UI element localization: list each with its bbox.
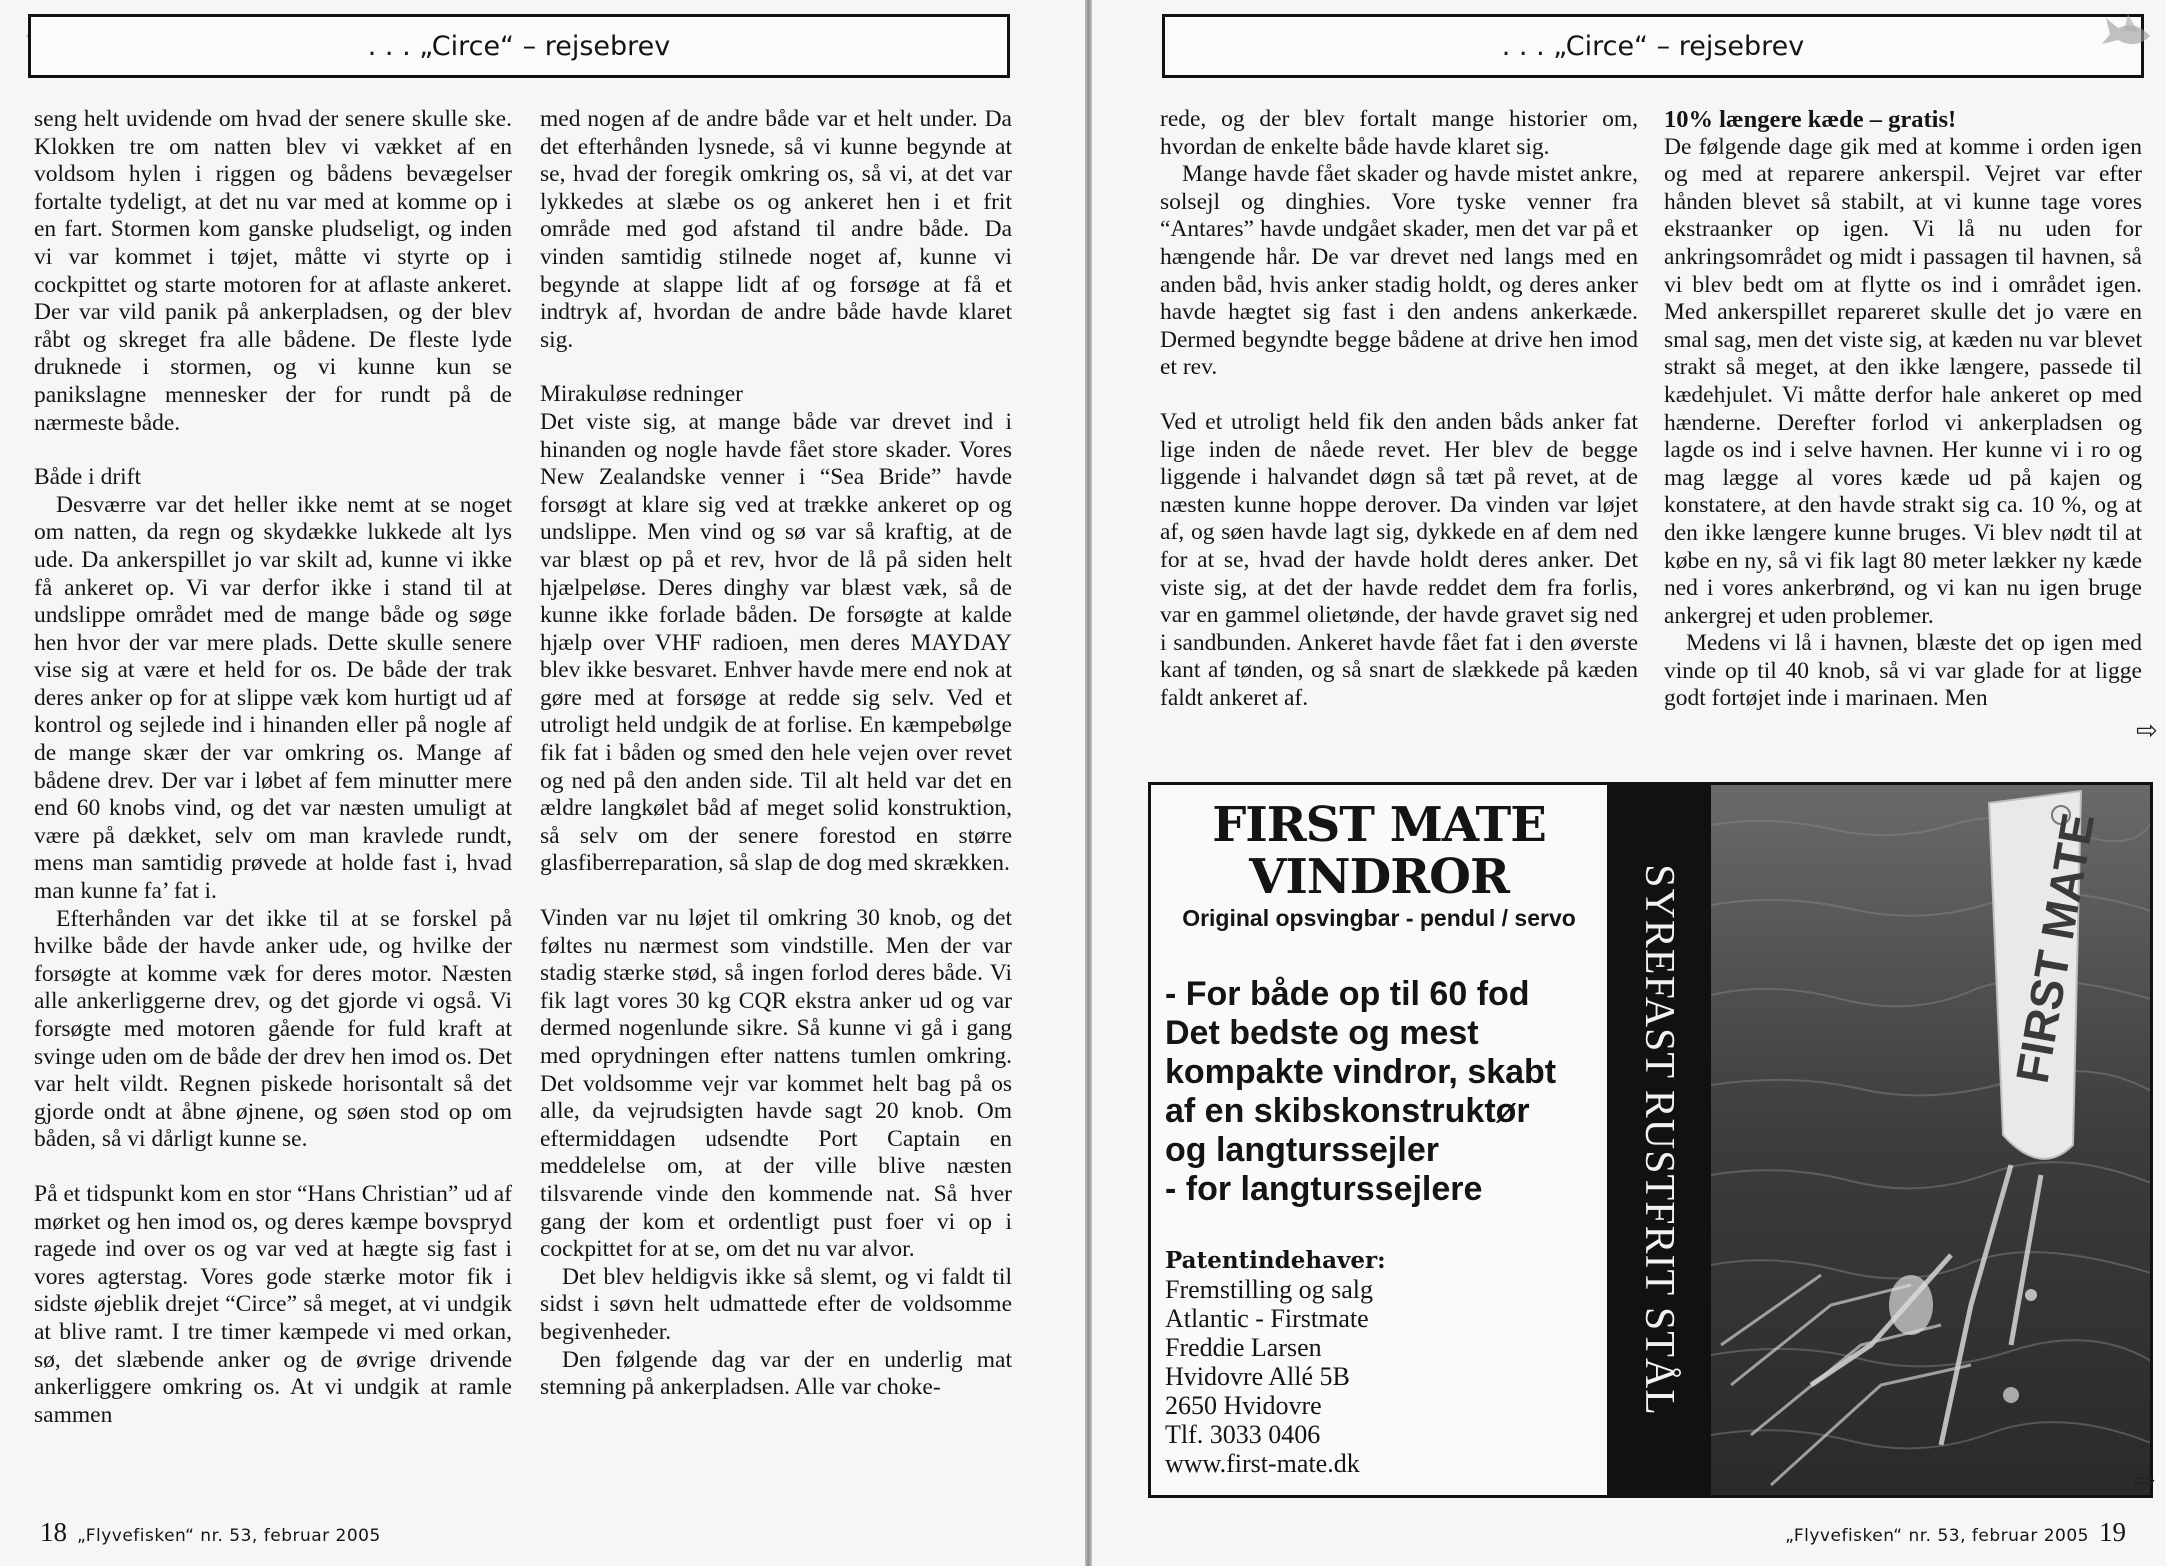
body-paragraph: På et tidspunkt kom en stor “Hans Christian” ud af mørket og hen imod os, og deres kæmpe bovspryd ragede ind over os og var ved at hægte sig fast i vores agterstag. Vores gode stærke motor fik i sidste øjeblik drejet “Circe” så meget, at vi undgik at blive ramt. I tre timer kæmpede vi med orkan, sø, det slæbende anker og de øvrige drivende ankerliggere omkring os. At vi undgik at ramle sammen — [34, 1180, 512, 1428]
continue-arrow-icon: ⇨ — [2134, 1466, 2156, 1496]
paragraph-gap — [34, 437, 512, 464]
magazine-issue: „Flyvefisken“ nr. 53, februar 2005 — [1785, 1526, 2089, 1546]
ad-contact-line: Tlf. 3033 0406 — [1165, 1420, 1321, 1449]
page-header — [1162, 14, 2144, 78]
ad-website-link[interactable]: www.first-mate.dk — [1165, 1449, 1360, 1478]
paragraph-gap — [540, 354, 1012, 381]
section-heading: Både i drift — [34, 464, 142, 491]
ad-vertical-band — [1607, 785, 1711, 1495]
ad-feature-line: Det bedste og mest — [1165, 1014, 1479, 1052]
ad-contact-line: Fremstilling og salg — [1165, 1275, 1373, 1304]
paragraph-gap — [34, 1154, 512, 1181]
ad-title-line1: FIRST MATE — [1212, 797, 1546, 853]
ad-feature-line: - for langturssejlere — [1165, 1170, 1483, 1208]
vane-label: FIRST MATE — [2005, 809, 2105, 1087]
body-paragraph: Mange havde fået skader og havde mistet ankre, solsejl og dinghies. Vore tyske venner fra “Antares” havde undgået skader, men det var på et hængende hår. De var drevet ned langs med en anden båd, hvis anker stadig holdt, og deres anker havde hægtet sig fast i den andens ankerkæde. Dermed begyndte begge bådene at drive hen imod et rev. — [1160, 161, 1638, 381]
body-paragraph: De følgende dage gik med at komme i orden igen og med at reparere ankerspil. Vejret var efter hånden blevet så stabilt, at vi kunne tage vores ekstraanker op igen. Vi lå nu uden for ankringsområdet og midt i passagen til havnen, så vi blev bedt om at flytte os ind i området igen. Med ankerspillet repareret skulle det jo være en smal sag, men det viste sig, at kæden nu var blevet strakt så meget, at den ikke længere, passede til kædehjulet. Vi måtte derfor hale ankeret op med hænderne. Derefter forlod vi ankerpladsen og lagde os ind i selve havnen. Her kunne vi i ro og mag lægge al vores kæde ud på kajen og konstatere, at den havde strakt sig ca. 10 %, og at den ikke længere kunne bruges. Vi blev nødt til at købe en ny, så vi fik lagt 80 meter lækker ny kæde ned i vores ankerbrønd, og vi kan nu igen bruge ankergrej et uden problemer. — [1664, 133, 2142, 629]
ad-feature-line: kompakte vindror, skabt — [1165, 1053, 1557, 1091]
ad-feature-line: og langturssejler — [1165, 1131, 1439, 1169]
ad-contact-line: 2650 Hvidovre — [1165, 1391, 1322, 1420]
book-gutter — [1085, 0, 1092, 1566]
header-title: . . . „Circe“ – rejsebrev — [367, 30, 671, 62]
ad-text-panel — [1151, 785, 1607, 1495]
ad-contact-line: Atlantic - Firstmate — [1165, 1304, 1369, 1333]
body-paragraph: Det blev heldigvis ikke så slemt, og vi faldt til sidst i søvn helt udmattede efter de voldsomme begivenheder. — [540, 1263, 1012, 1345]
page-number: 18 — [40, 1517, 67, 1547]
body-paragraph: rede, og der blev fortalt mange historier om, hvordan de enkelte både havde klaret sig. — [1160, 106, 1638, 160]
sea-and-windvane-image — [1711, 785, 2150, 1495]
body-paragraph: Vinden var nu løjet til omkring 30 knob, og det føltes nu nærmest som vindstille. Men der var stadig stærke stød, så ingen forlod deres både. Vi fik lagt vores 30 kg CQR ekstra anker ud og var dermed nogenlunde sikre. Så kunne vi gå i gang med oprydningen efter nattens tumlen omkring. Det voldsomme vejr var kommet helt bag på os alle, da vejrudsigten havde sagt 20 knob. Om eftermiddagen udsendte Port Captain en meddelelse om, at der ville blive næsten tilsvarende vinde den kommende nat. Så hver gang der kom et ordentligt pust foer vi op i cockpittet for at se, om det nu var alvor. — [540, 905, 1012, 1263]
body-paragraph: Ved et utroligt held fik den anden båds anker fat lige inden de nåede revet. Her blev de begge liggende i halvandet døgn så tæt på revet, at de næsten kunne hoppe derover. Da vinden var løjet af, og søen havde lagt sig, dykkede en af dem ned for at se, hvad der havde holdt deres anker. Det viste sig, at det der havde reddet dem fra forlis, var en gammel olietønde, der havde gravet sig ned i sandbunden. Ankeret havde fået fat i den øverste kant af tønden, og så snart de slækkede på kæden faldt ankeret af. — [1160, 408, 1638, 711]
body-paragraph: med nogen af de andre både var et helt under. Da det efterhånden lysnede, så vi kunne begynde at se, hvad der foregik omkring os, så vi, at det var lykkedes at slæbe os og ankeret hen i et frit område med god afstand til andre både. Da vinden samtidig stilnede noget af, kunne vi begynde at slappe lidt af og forsøge at få et indtryk af, hvordan de andre både havde klaret sig. — [540, 106, 1012, 353]
body-paragraph: Efterhånden var det ikke til at se forskel på hvilke både der havde anker ude, og hvilke der forsøgte at komme væk for deres motor. Næsten alle ankerliggerne drev, og det gjorde vi også. Vi forsøgte med motoren gående for fuld kraft at svinge uden om de både der drev hen imod os. Det var helt vildt. Regnen piskede horisontalt så det gjorde ondt at åbne øjnene, og søen stod op om båden, så vi dårligt kunne se. — [34, 905, 512, 1153]
ad-contact-line: Hvidovre Allé 5B — [1165, 1362, 1350, 1391]
magazine-issue: „Flyvefisken“ nr. 53, februar 2005 — [77, 1526, 381, 1546]
body-paragraph: Den følgende dag var der en underlig mat stemning på ankerpladsen. Alle var choke- — [540, 1346, 1012, 1401]
first-mate-advertisement — [1148, 782, 2153, 1498]
ad-contact-block — [1165, 1275, 1373, 1478]
body-paragraph: Det viste sig, at mange både var drevet ind i hinanden og nogle havde fået store skader. Vores New Zealandske venner i “Sea Bride” havde forsøgt at klare sig ved at trække ankeret op og undslippe. Men vind og sø var så kraftig, at de var blæst op på et rev, hvor de lå på siden helt hjælpeløse. Deres dinghy var blæst væk, så de kunne ikke forlade båden. De forsøgte at kalde hjælp over VHF radioen, men deres MAYDAY blev ikke besvaret. Enhver havde mere end nok at gøre med at forsøge at redde sig selv. Ved et utroligt held undgik de at forlise. En kæmpebølge fik fat i båden og smed den hele vejen over revet og ned på den anden side. Til alt held var det en ældre langkølet båd af meget solid konstruktion, så selv om der senere forestod en større glasfiberreparation, så slap de dog med skrækken. — [540, 408, 1012, 877]
text-column-1 — [34, 106, 512, 1429]
paragraph-gap — [540, 878, 1012, 905]
ad-feature-line: - For både op til 60 fod — [1165, 975, 1530, 1013]
ad-contact-line: Freddie Larsen — [1165, 1333, 1322, 1362]
ad-feature-line: af en skibskonstruktør — [1165, 1092, 1530, 1130]
flying-fish-logo — [2098, 6, 2158, 66]
body-paragraph: Medens vi lå i havnen, blæste det op igen med vinde op til 40 knob, så vi var glade for at ligge godt fortøjet inde i marinaen. Men — [1664, 630, 2142, 712]
page-footer — [1785, 1517, 2126, 1548]
page-footer — [40, 1517, 381, 1548]
windvane-photo — [1711, 785, 2150, 1495]
text-column-1 — [1160, 106, 1638, 712]
ad-title-line2: VINDROR — [1249, 849, 1509, 905]
page-number: 19 — [2099, 1517, 2126, 1547]
ad-patent-heading: Patentindehaver: — [1165, 1247, 1386, 1274]
header-title: . . . „Circe“ – rejsebrev — [1501, 30, 1805, 62]
section-heading: Mirakuløse redninger — [540, 381, 743, 408]
body-paragraph: seng helt uvidende om hvad der senere skulle ske. Klokken tre om natten blev vi vækket af en voldsom hylen i riggen og bådens bevægelser fortalte tydeligt, at det nu var med at komme op i en fart. Stormen kom ganske pludseligt, og inden vi var kommet i tøjet, måtte vi styrte op i cockpittet og starte motoren for at aflaste ankeret. Der var vild panik på ankerpladsen, og der blev råbt og skreget fra alle bådene. De fleste lyde druknede i stormen, og vi kunne kun se panikslagne mennesker der for rundt på de nærmeste både. — [34, 106, 512, 436]
right-page — [1092, 0, 2166, 1566]
body-paragraph: Desværre var det heller ikke nemt at se noget om natten, da regn og skydække lukkede alt lys ude. Da ankerspillet jo var skilt ad, kunne vi ikke få ankeret op. Vi var derfor ikke i stand til at undslippe området med de mange både og søge hen hvor der var mere plads. Dette skulle senere vise sig at være et held for os. De både der trak deres anker op for at slippe væk kom hurtigt ud af kontrol og sejlede ind i hinanden eller på nogle af de mange skær der var omkring os. Mange af bådene drev. Der var i løbet af fem minutter mere end 60 knobs vind, og det var næsten umuligt at være på dækket, selv om man kravlede rundt, mens man samtidig prøvede at holde fast i, hvad man kunne fa’ fat i. — [34, 491, 512, 905]
text-column-2 — [1664, 106, 2142, 713]
text-column-2 — [540, 106, 1012, 1402]
ad-band-text: SYREFAST RUSTFRIT STÅL — [1636, 864, 1682, 1416]
section-heading: 10% længere kæde – gratis! — [1664, 106, 1957, 133]
ad-subtitle: Original opsvingbar - pendul / servo — [1182, 905, 1576, 931]
paragraph-gap — [1160, 382, 1638, 409]
page-header — [28, 14, 1010, 78]
continue-arrow-icon: ⇨ — [2136, 716, 2158, 746]
ad-features — [1165, 975, 1556, 1209]
